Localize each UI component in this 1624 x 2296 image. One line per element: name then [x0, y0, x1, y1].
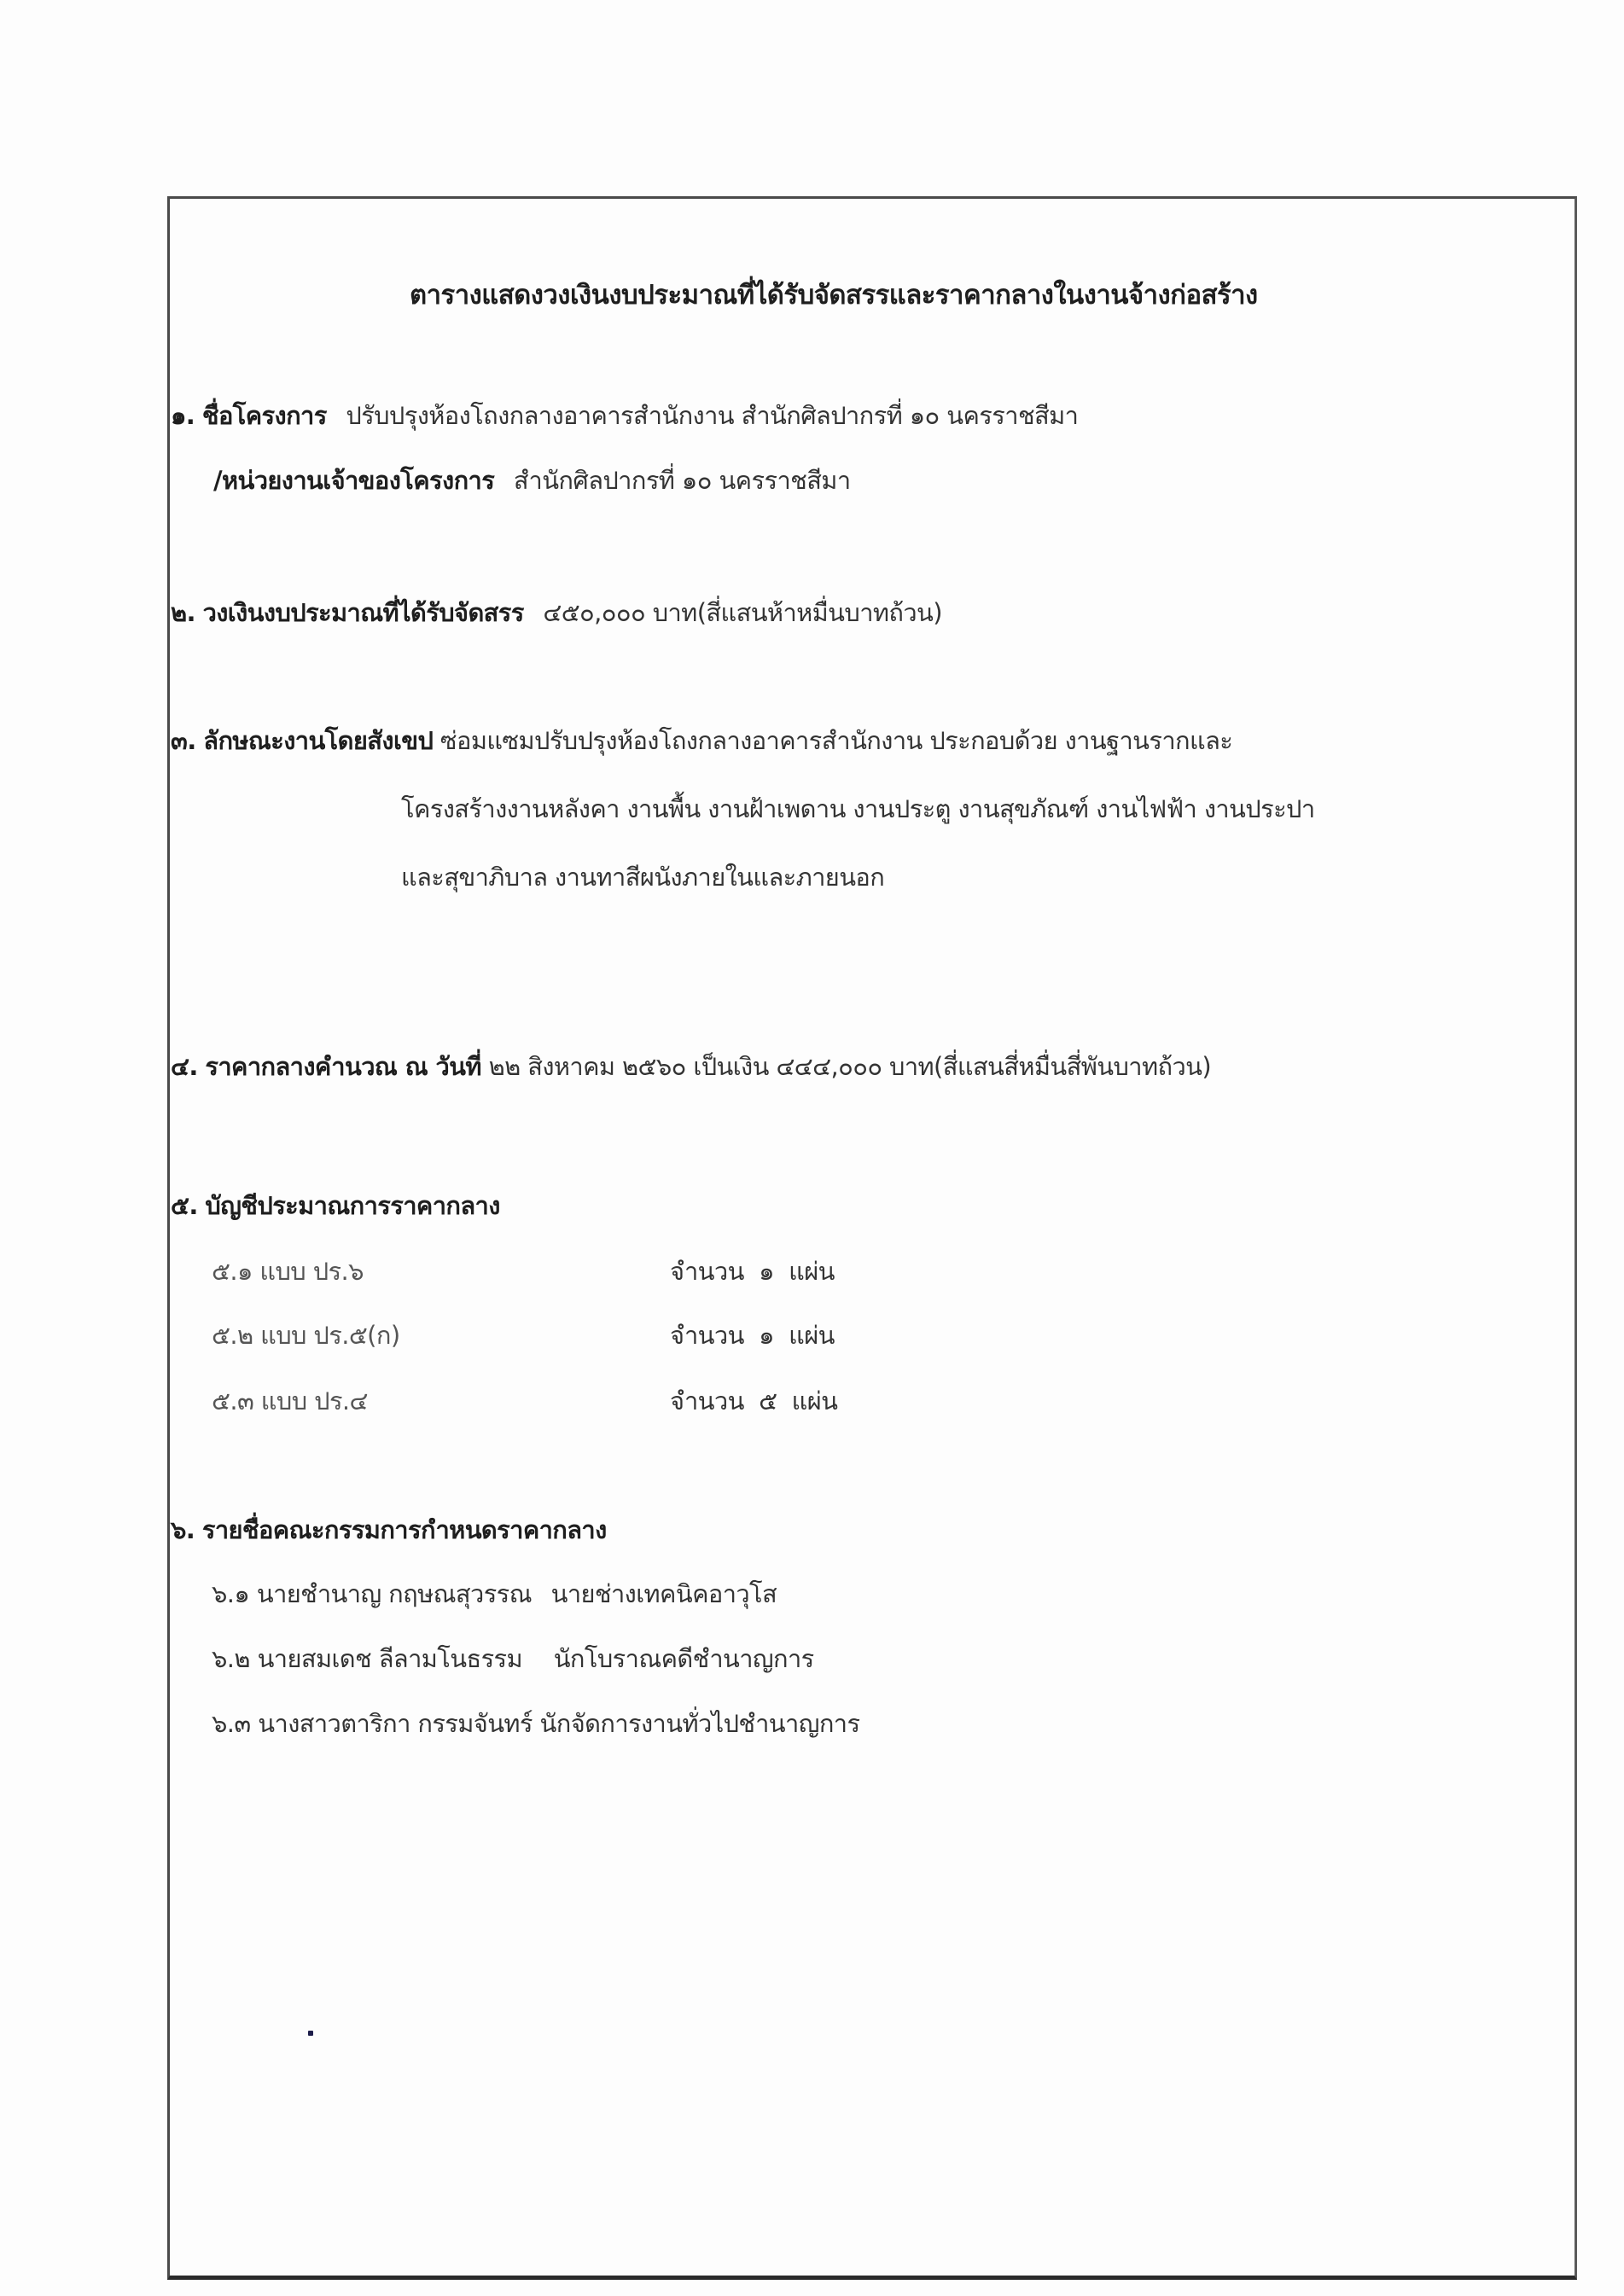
item-1-owner-agency: [213, 463, 851, 497]
item-1-value: ปรับปรุงห้องโถงกลางอาคารสำนักงาน สำนักศิลปากรที่ ๑๐ นครราชสีมา: [346, 401, 1079, 430]
item-1-label: ชื่อโครงการ: [201, 401, 327, 430]
item-5-label: บัญชีประมาณการราคากลาง: [205, 1191, 500, 1220]
item-6-heading: [171, 1513, 607, 1547]
item-2-label: วงเงินงบประมาณที่ได้รับจัดสรร: [202, 598, 524, 627]
qty-unit: แผ่น: [791, 1386, 838, 1415]
item-3-label: ลักษณะงานโดยสังเขป: [203, 726, 434, 755]
committee-member-1: [212, 1577, 777, 1611]
estimate-row-1-qty: [670, 1254, 835, 1288]
member-position: นักโบราณคดีชำนาญการ: [553, 1644, 814, 1673]
estimate-row-3-name: ๕.๓ แบบ ปร.๔: [212, 1386, 368, 1415]
item-2-budget: [171, 596, 942, 630]
estimate-row-2-name: ๕.๒ แบบ ปร.๕(ก): [212, 1321, 400, 1350]
item-3-value-line-2: โครงสร้างงานหลังคา งานพื้น งานฝ้าเพดาน งานประตู งานสุขภัณฑ์ งานไฟฟ้า งานประปา: [401, 794, 1315, 823]
qty-unit: แผ่น: [789, 1257, 835, 1286]
item-5-number: ๕.: [171, 1191, 198, 1220]
item-5-heading: [171, 1189, 500, 1223]
member-index: ๖.๑: [212, 1579, 250, 1608]
qty-value: ๕: [759, 1386, 777, 1415]
item-1-sub-label: /หน่วยงานเจ้าของโครงการ: [213, 466, 495, 495]
qty-label: จำนวน: [670, 1386, 744, 1415]
qty-label: จำนวน: [670, 1321, 744, 1350]
committee-member-2: [212, 1642, 814, 1676]
document-title: ตารางแสดงวงเงินงบประมาณที่ได้รับจัดสรรและราคากลางในงานจ้างก่อสร้าง: [410, 280, 1258, 311]
item-4-label: ราคากลางคำนวณ ณ วันที่: [205, 1052, 481, 1081]
qty-value: ๑: [759, 1321, 774, 1350]
item-2-value: ๔๕๐,๐๐๐ บาท(สี่แสนห้าหมื่นบาทถ้วน): [543, 598, 942, 627]
member-position: นักจัดการงานทั่วไปชำนาญการ: [539, 1709, 860, 1738]
item-4-number: ๔.: [171, 1052, 198, 1081]
item-1-number: ๑.: [171, 401, 195, 430]
item-4-median-price: [171, 1049, 1211, 1084]
item-3-value-line-1: ซ่อมแซมปรับปรุงห้องโถงกลางอาคารสำนักงาน ประกอบด้วย งานฐานรากและ: [439, 726, 1233, 755]
item-4-value: ๒๒ สิงหาคม ๒๕๖๐ เป็นเงิน ๔๔๔,๐๐๐ บาท(สี่แสนสี่หมื่นสี่พันบาทถ้วน): [488, 1052, 1212, 1081]
estimate-row-2-qty: [670, 1318, 835, 1352]
item-3-value-line-3: และสุขาภิบาล งานทาสีผนังภายในและภายนอก: [401, 863, 885, 892]
member-name: นายชำนาญ กฤษณสุวรรณ: [256, 1579, 532, 1608]
qty-label: จำนวน: [670, 1257, 744, 1286]
item-3-number: ๓.: [171, 726, 196, 755]
item-3-work-description: [171, 724, 1232, 758]
committee-member-3: [212, 1706, 859, 1741]
item-1-sub-value: สำนักศิลปากรที่ ๑๐ นครราชสีมา: [513, 466, 851, 495]
scan-artifact-dot: [308, 2031, 313, 2036]
member-index: ๖.๒: [212, 1644, 250, 1673]
estimate-row-1-name: ๕.๑ แบบ ปร.๖: [212, 1257, 364, 1286]
estimate-row-3-qty: [670, 1384, 837, 1418]
member-position: นายช่างเทคนิคอาวุโส: [550, 1579, 777, 1608]
document-frame: [167, 196, 1577, 2280]
item-6-label: รายชื่อคณะกรรมการกำหนดราคากลาง: [201, 1515, 607, 1544]
qty-unit: แผ่น: [789, 1321, 835, 1350]
item-2-number: ๒.: [171, 598, 195, 627]
member-index: ๖.๓: [212, 1709, 251, 1738]
qty-value: ๑: [759, 1257, 774, 1286]
member-name: นางสาวตาริกา กรรมจันทร์: [258, 1709, 533, 1738]
item-6-number: ๖.: [171, 1515, 195, 1544]
member-name: นายสมเดช ลีลามโนธรรม: [257, 1644, 523, 1673]
item-1-project-name: [171, 398, 1078, 433]
